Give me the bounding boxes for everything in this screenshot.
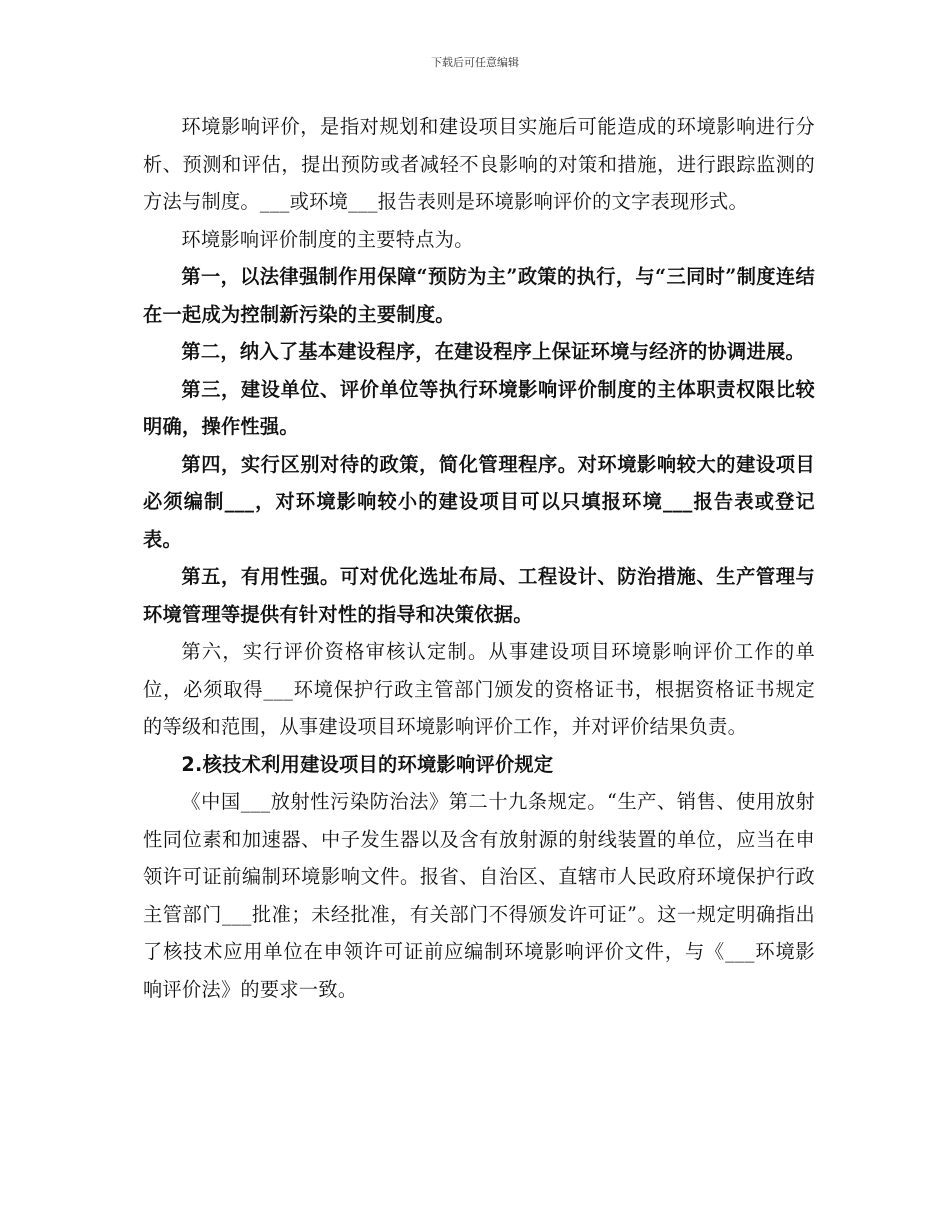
section-heading: 2.核技术利用建设项目的环境影响评价规定 [181,752,554,776]
paragraph-eia-definition: 环境影响评价，是指对规划和建设项目实施后可能造成的环境影响进行分析、预测和评估，提出预防或者减轻不良影响的对策和措施，进行跟踪监测的方法与制度。___或环境___报告表则是环境影响评价的文字表现形式。 [143,115,815,213]
paragraph-nuclear-regulation: 《中国___放射性污染防治法》第二十九条规定。“生产、销售、使用放射性同位素和加速器、中子发生器以及含有放射源的射线装置的单位，应当在申领许可证前编制环境影响文件。报省、自治区、直辖市人民政府环境保护行政主管部门___批准；未经批准，有关部门不得颁发许可证”。这一规定明确指出了核技术应用单位在申领许可证前应编制环境影响评价文件，与《___环境影响评价法》的要求一致。 [143,790,815,1001]
paragraph-feature-3: 第三，建设单位、评价单位等执行环境影响评价制度的主体职责权限比较明确，操作性强。 [143,377,815,438]
paragraph-feature-4: 第四，实行区别对待的政策，简化管理程序。对环境影响较大的建设项目必须编制___，对环境影响较小的建设项目可以只填报环境___报告表或登记表。 [143,452,815,551]
paragraph-feature-2: 第二，纳入了基本建设程序，在建设程序上保证环境与经济的协调进展。 [181,340,805,363]
paragraph-feature-6: 第六，实行评价资格审核认定制。从事建设项目环境影响评价工作的单位，必须取得___环境保护行政主管部门颁发的资格证书，根据资格证书规定的等级和范围，从事建设项目环境影响评价工作，并对评价结果负责。 [143,640,815,738]
paragraph-feature-5: 第五，有用性强。可对优化选址布局、工程设计、防治措施、生产管理与环境管理等提供有针对性的指导和决策依据。 [143,565,815,626]
paragraph-feature-1: 第一，以法律强制作用保障“预防为主”政策的执行，与“三同时”制度连结在一起成为控制新污染的主要制度。 [143,265,815,326]
document-body [143,108,815,1008]
paragraph-features-intro: 环境影响评价制度的主要特点为。 [181,227,474,251]
page-header: 下载后可任意编辑 [431,56,519,69]
